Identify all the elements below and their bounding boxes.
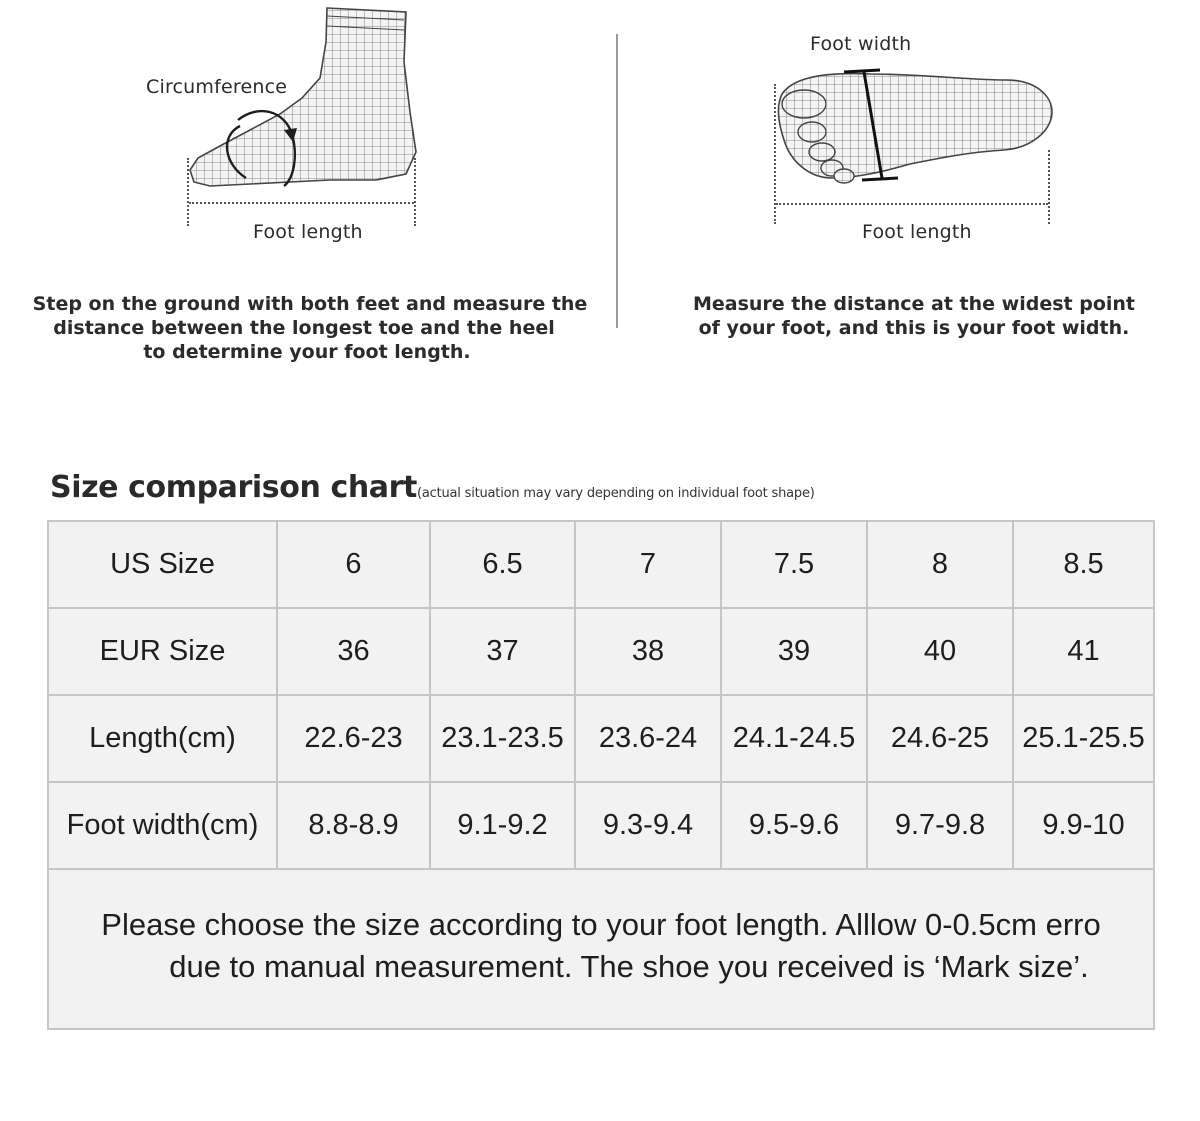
table-cell: 8 — [867, 521, 1013, 608]
table-cell: 23.6-24 — [575, 695, 721, 782]
table-cell: 23.1-23.5 — [430, 695, 575, 782]
table-cell: 6.5 — [430, 521, 575, 608]
size-comparison-table — [47, 520, 1155, 1030]
table-cell: 40 — [867, 608, 1013, 695]
table-row — [48, 869, 1154, 1029]
table-cell: 37 — [430, 608, 575, 695]
chart-title: Size comparison chart — [50, 470, 417, 505]
table-cell: 41 — [1013, 608, 1154, 695]
table-row — [48, 782, 1154, 869]
circumference-label: Circumference — [146, 76, 288, 98]
foot-top-view-illustration — [770, 60, 1060, 190]
instruction-line: of your foot, and this is your foot width. — [698, 317, 1130, 339]
table-cell: 39 — [721, 608, 867, 695]
foot-length-left-tick — [187, 158, 189, 226]
table-cell: 9.5-9.6 — [721, 782, 867, 869]
table-cell: 24.1-24.5 — [721, 695, 867, 782]
table-cell: 9.9-10 — [1013, 782, 1154, 869]
foot-side-view-illustration — [180, 2, 430, 232]
foot-width-label: Foot width — [810, 33, 912, 55]
table-row — [48, 521, 1154, 608]
table-cell: 38 — [575, 608, 721, 695]
table-row — [48, 695, 1154, 782]
table-cell: 9.3-9.4 — [575, 782, 721, 869]
table-cell: 8.8-8.9 — [277, 782, 430, 869]
foot-width-instruction — [684, 292, 1144, 340]
foot-length-line — [189, 202, 414, 204]
instruction-line: Measure the distance at the widest point — [692, 293, 1135, 315]
note-line: Please choose the size according to your foot length. Alllow 0-0.5cm erro — [101, 907, 1101, 942]
instruction-line: distance between the longest toe and the heel — [53, 317, 555, 339]
foot-length-instruction — [30, 292, 590, 364]
instruction-line: to determine your foot length. — [143, 341, 471, 363]
row-header-us-size: US Size — [48, 521, 277, 608]
table-cell: 9.1-9.2 — [430, 782, 575, 869]
instruction-line: Step on the ground with both feet and measure the — [32, 293, 588, 315]
table-cell: 7 — [575, 521, 721, 608]
note-line: due to manual measurement. The shoe you received is ‘Mark size’. — [169, 949, 1089, 984]
table-cell: 25.1-25.5 — [1013, 695, 1154, 782]
row-header-eur-size: EUR Size — [48, 608, 277, 695]
row-header-length: Length(cm) — [48, 695, 277, 782]
table-note — [48, 869, 1154, 1029]
foot-width-length-line — [776, 203, 1048, 205]
row-header-foot-width: Foot width(cm) — [48, 782, 277, 869]
table-cell: 36 — [277, 608, 430, 695]
table-cell: 24.6-25 — [867, 695, 1013, 782]
foot-length-label-right: Foot length — [862, 221, 972, 243]
chart-title-row — [50, 470, 815, 505]
table-cell: 6 — [277, 521, 430, 608]
panel-divider — [616, 34, 618, 328]
table-row — [48, 608, 1154, 695]
chart-note: (actual situation may vary depending on individual foot shape) — [416, 486, 815, 501]
table-cell: 9.7-9.8 — [867, 782, 1013, 869]
foot-length-right-tick — [414, 158, 416, 226]
table-cell: 7.5 — [721, 521, 867, 608]
foot-width-length-right-tick — [1048, 150, 1050, 224]
table-cell: 8.5 — [1013, 521, 1154, 608]
foot-length-label: Foot length — [253, 221, 363, 243]
table-cell: 22.6-23 — [277, 695, 430, 782]
